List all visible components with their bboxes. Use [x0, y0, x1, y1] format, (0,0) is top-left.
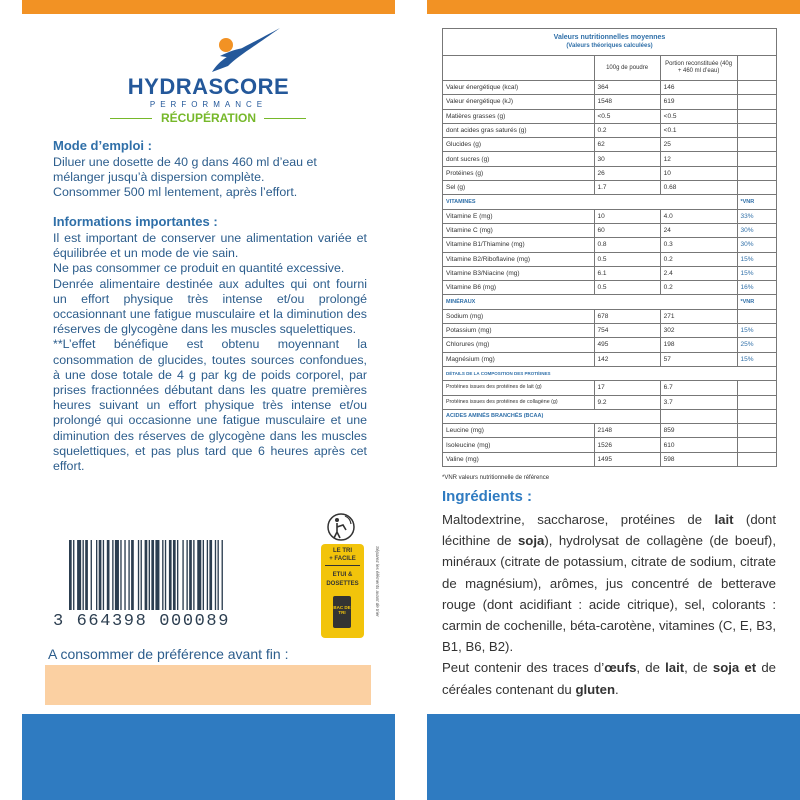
barcode-bar [207, 540, 208, 610]
barcode-bar [115, 540, 119, 610]
col-header-vnr [737, 56, 777, 81]
value-vnr [737, 109, 777, 123]
barcode-bar [85, 540, 88, 610]
empty-cell [660, 409, 737, 423]
barcode-bar [83, 540, 84, 610]
bcaa-section-row [443, 409, 777, 423]
value-vnr [737, 95, 777, 109]
traces-paragraph [442, 657, 776, 699]
allergen-soy: soja [517, 533, 545, 549]
row-label: Vitamine C (mg) [443, 223, 595, 237]
brand-logo [42, 22, 375, 130]
nutrition-row [443, 395, 777, 409]
bottom-blue-band [427, 714, 800, 800]
value-portion: 302 [660, 324, 737, 338]
value-portion: 0.3 [660, 238, 737, 252]
value-portion: 0.2 [660, 281, 737, 295]
tri-line3: ETUI & [332, 572, 353, 578]
barcode-bar [141, 540, 142, 610]
value-vnr: 30% [737, 223, 777, 237]
value-vnr [737, 309, 777, 323]
value-100g: 9.2 [594, 395, 660, 409]
row-label: Sodium (mg) [443, 309, 595, 323]
barcode-bar [112, 540, 113, 610]
nutrition-row [443, 109, 777, 123]
nutrition-row [443, 438, 777, 452]
proteins-section-row [443, 366, 777, 380]
value-100g: 754 [594, 324, 660, 338]
barcode-bar [203, 540, 204, 610]
row-label: Vitamine E (mg) [443, 209, 595, 223]
barcode-bar [91, 540, 92, 610]
nutrition-row [443, 81, 777, 95]
protein-rows [443, 381, 777, 410]
value-100g: 0.8 [594, 238, 660, 252]
nutrition-subtitle: (Valeurs théoriques calculées) [566, 43, 653, 49]
barcode-bars [69, 540, 285, 610]
usage-line: Consommer 500 ml lentement, après l’effort. [53, 185, 298, 200]
value-portion: 24 [660, 223, 737, 237]
ingr-text: (dont lécithine de [442, 512, 776, 549]
nutrition-row [443, 152, 777, 166]
barcode-bar [186, 540, 187, 610]
row-label: Valine (mg) [443, 452, 595, 466]
nutrition-row [443, 181, 777, 195]
tri-line4: DOSETTES [326, 581, 359, 587]
top-orange-strip [427, 0, 800, 14]
value-vnr [737, 424, 777, 438]
barcode-bar [131, 540, 134, 610]
value-vnr: 15% [737, 352, 777, 366]
ingr-text: , de [684, 660, 713, 676]
value-portion: 0.68 [660, 181, 737, 195]
vitamins-section-row [443, 195, 777, 209]
barcode-bar [69, 540, 72, 610]
value-vnr: 15% [737, 252, 777, 266]
nutrition-row [443, 95, 777, 109]
barcode-bar [103, 540, 104, 610]
barcode-bar [149, 540, 150, 610]
nutrition-row [443, 324, 777, 338]
divider-right [264, 118, 306, 119]
nutrition-row [443, 266, 777, 280]
row-label: Valeur énergétique (kcal) [443, 81, 595, 95]
value-vnr: 30% [737, 238, 777, 252]
value-100g: 62 [594, 138, 660, 152]
row-label: Leucine (mg) [443, 424, 595, 438]
product-name: RÉCUPÉRATION [160, 111, 257, 125]
row-label: Isoleucine (mg) [443, 438, 595, 452]
value-vnr: 16% [737, 281, 777, 295]
barcode-bar [193, 540, 194, 610]
value-100g: 17 [594, 381, 660, 395]
runner-swoosh-icon [192, 26, 282, 74]
value-vnr: 25% [737, 338, 777, 352]
row-label: Vitamine B6 (mg) [443, 281, 595, 295]
nutrition-table [442, 28, 777, 467]
barcode-bar [73, 540, 74, 610]
row-label: Magnésium (mg) [443, 352, 595, 366]
best-before-label: A consommer de préférence avant fin : [48, 646, 289, 662]
ingredients-text [442, 509, 776, 700]
vitamins-rows [443, 209, 777, 295]
value-vnr [737, 438, 777, 452]
value-100g: 495 [594, 338, 660, 352]
barcode-bar [177, 540, 178, 610]
nutrition-row [443, 352, 777, 366]
value-portion: 12 [660, 152, 737, 166]
allergen-eggs: œufs [604, 660, 637, 676]
row-label: dont sucres (g) [443, 152, 595, 166]
value-vnr: 33% [737, 209, 777, 223]
value-100g: 10 [594, 209, 660, 223]
allergen-gluten: gluten [575, 681, 615, 697]
col-header-100g: 100g de poudre [594, 56, 660, 81]
row-label: Chlorures (mg) [443, 338, 595, 352]
nutrition-row [443, 309, 777, 323]
nutrition-row [443, 138, 777, 152]
row-label: Glucides (g) [443, 138, 595, 152]
row-label: Potassium (mg) [443, 324, 595, 338]
tri-side-text: Séparez les éléments avant de trier [375, 546, 380, 617]
usage-text [53, 155, 367, 201]
info-paragraph: Denrée alimentaire destinée aux adultes qui ont fourni un effort physique très intense et/ou prolongé occasionnant une fatigue musculaire et la diminution des réserves de glycogène dans les muscles squelettiques. [53, 276, 367, 337]
value-vnr [737, 166, 777, 180]
minerals-section-row [443, 295, 777, 309]
info-paragraph: Ne pas consommer ce produit en quantité excessive. [53, 261, 345, 276]
barcode-bar [96, 540, 97, 610]
value-100g: 678 [594, 309, 660, 323]
value-portion: 4.0 [660, 209, 737, 223]
nutrition-row [443, 123, 777, 137]
value-100g: 0.5 [594, 281, 660, 295]
barcode-bar [151, 540, 154, 610]
nutrition-title: Valeurs nutritionnelles moyennes [553, 34, 666, 41]
nutrition-row [443, 238, 777, 252]
value-portion: 25 [660, 138, 737, 152]
vnr-header: *VNR [737, 195, 777, 209]
value-vnr [737, 81, 777, 95]
nutrition-row [443, 252, 777, 266]
value-vnr [737, 152, 777, 166]
value-portion: 57 [660, 352, 737, 366]
value-100g: 1.7 [594, 181, 660, 195]
value-vnr [737, 123, 777, 137]
barcode-bar [218, 540, 219, 610]
ingr-text: . [615, 681, 619, 697]
value-portion: 271 [660, 309, 737, 323]
nutrition-row [443, 452, 777, 466]
barcode-bar [138, 540, 139, 610]
value-portion: 859 [660, 424, 737, 438]
value-vnr [737, 138, 777, 152]
barcode-bar [128, 540, 129, 610]
column-header-row [443, 56, 777, 81]
value-100g: 0.5 [594, 252, 660, 266]
table-title-row [443, 29, 777, 56]
value-portion: 598 [660, 452, 737, 466]
barcode-bar [107, 540, 110, 610]
brand-tagline: PERFORMANCE [149, 100, 268, 109]
tri-line2: + FACILE [329, 556, 356, 562]
info-title: Informations importantes : [53, 214, 218, 229]
barcode-bar [77, 540, 81, 610]
value-portion: <0.1 [660, 123, 737, 137]
value-100g: 60 [594, 223, 660, 237]
bin-icon [333, 596, 351, 628]
value-vnr: 15% [737, 266, 777, 280]
ingredients-paragraph [442, 509, 776, 657]
row-label: Vitamine B1/Thiamine (mg) [443, 238, 595, 252]
allergen-milk: lait [665, 660, 685, 676]
row-label: Vitamine B2/Riboflavine (mg) [443, 252, 595, 266]
empty-header [443, 56, 595, 81]
value-portion: 2.4 [660, 266, 737, 280]
value-100g: 6.1 [594, 266, 660, 280]
row-label: Protéines (g) [443, 166, 595, 180]
barcode-bar [169, 540, 172, 610]
minerals-rows [443, 309, 777, 366]
energy-rows [443, 81, 777, 195]
barcode-bar [209, 540, 212, 610]
barcode-bar [120, 540, 121, 610]
value-portion: 6.7 [660, 381, 737, 395]
info-text [53, 231, 367, 474]
recycling-person-icon [326, 512, 356, 542]
allergen-milk: lait [714, 512, 734, 527]
col-header-portion: Portion reconstituée (40g + 460 ml d’eau) [660, 56, 737, 81]
value-portion: 0.2 [660, 252, 737, 266]
row-label: Protéines issues des protéines de lait (g) [443, 381, 595, 395]
nutrition-row [443, 424, 777, 438]
value-vnr [737, 181, 777, 195]
barcode-bar [155, 540, 159, 610]
ingr-text: Maltodextrine, saccharose, protéines de [442, 512, 715, 527]
value-100g: 2148 [594, 424, 660, 438]
info-paragraph: **L’effet bénéfique est obtenu moyennant la consommation de glucides, toutes sources confondues, à une dose totale de 4 g par kg de poids corporel, par prises fractionnées débutant dans les quatre premières heures suivant un effort physique très intense et/ou prolongé qui occasionne une fatigue musculaire et une diminution des réserves de glycogène dans les muscles squelettiques, et pas plus tard que 6 heures après cet effort. [53, 337, 367, 474]
barcode-bar [182, 540, 183, 610]
value-100g: 1495 [594, 452, 660, 466]
value-100g: 364 [594, 81, 660, 95]
value-portion: 610 [660, 438, 737, 452]
tri-divider [325, 565, 360, 566]
nutrition-row [443, 381, 777, 395]
barcode-bar [145, 540, 148, 610]
row-label: Sel (g) [443, 181, 595, 195]
vnr-footnote: *VNR valeurs nutritionnelle de référence [442, 475, 550, 481]
value-100g: <0.5 [594, 109, 660, 123]
value-100g: 30 [594, 152, 660, 166]
ingr-text: Peut contenir des traces d’ [442, 660, 605, 676]
value-vnr [737, 381, 777, 395]
value-100g: 142 [594, 352, 660, 366]
value-portion: 10 [660, 166, 737, 180]
value-vnr [737, 452, 777, 466]
minerals-label: MINÉRAUX [443, 295, 738, 309]
value-portion: <0.5 [660, 109, 737, 123]
row-label: Valeur énergétique (kJ) [443, 95, 595, 109]
tri-card [321, 544, 364, 638]
value-100g: 1548 [594, 95, 660, 109]
usage-line: Diluer une dosette de 40 g dans 460 ml d’eau et mélanger jusqu’à dispersion complète. [53, 155, 317, 185]
bcaa-label: ACIDES AMINÉS BRANCHÉS (BCAA) [443, 409, 661, 423]
value-vnr [737, 395, 777, 409]
barcode [53, 540, 285, 630]
barcode-bar [173, 540, 176, 610]
value-100g: 1526 [594, 438, 660, 452]
best-before-box [45, 665, 371, 705]
value-portion: 146 [660, 81, 737, 95]
table-title-cell [443, 29, 777, 56]
top-orange-strip [22, 0, 395, 14]
ingr-text: , de [636, 660, 666, 676]
nutrition-row [443, 166, 777, 180]
value-portion: 198 [660, 338, 737, 352]
tri-logo [300, 512, 380, 642]
barcode-bar [165, 540, 166, 610]
barcode-bar [124, 540, 125, 610]
nutrition-row [443, 281, 777, 295]
brand-name: HYDRASCORE [127, 74, 290, 99]
barcode-bar [215, 540, 216, 610]
bin-label: BAC DE TRI [333, 605, 351, 615]
value-100g: 26 [594, 166, 660, 180]
tri-side-text-wrap [372, 546, 382, 636]
barcode-bar [197, 540, 201, 610]
value-portion: 3.7 [660, 395, 737, 409]
barcode-bar [99, 540, 102, 610]
value-vnr: 15% [737, 324, 777, 338]
vnr-header: *VNR [737, 295, 777, 309]
info-paragraph: Il est important de conserver une alimentation variée et équilibrée et un mode de vie sain. [53, 231, 367, 261]
empty-cell [737, 409, 777, 423]
usage-title: Mode d’emploi : [53, 138, 152, 153]
row-label: Protéines issues des protéines de collagène (g) [443, 395, 595, 409]
ingr-text: de céréales contenant du [442, 660, 776, 697]
ingr-text: ), hydrolysat de collagène (de boeuf), minéraux (citrate de potassium, citrate de sodium, citrate de magnésium), arômes, jus concentré de betterave rouge (dont acidifiant : acide citrique), sel, colorants : carmin de cochenille, béta-carotène, vitamines (C, E, B3, B1, B6, B2). [442, 533, 776, 655]
barcode-bar [162, 540, 163, 610]
row-label: Matières grasses (g) [443, 109, 595, 123]
value-100g: 0.2 [594, 123, 660, 137]
right-panel [427, 0, 800, 800]
nutrition-row [443, 223, 777, 237]
tri-line1: LE TRI [333, 548, 352, 554]
nutrition-row [443, 338, 777, 352]
allergen-soy: soja et [712, 660, 757, 676]
barcode-number: 3 664398 000089 [53, 612, 231, 631]
row-label: Vitamine B3/Niacine (mg) [443, 266, 595, 280]
nutrition-row [443, 209, 777, 223]
barcode-bar [222, 540, 223, 610]
barcode-bar [189, 540, 192, 610]
vitamins-label: VITAMINES [443, 195, 738, 209]
ingredients-title: Ingrédients : [442, 488, 533, 505]
left-panel [22, 0, 395, 800]
bottom-blue-band [22, 714, 395, 800]
proteins-label: DÉTAILS DE LA COMPOSITION DES PROTÉINES [443, 366, 777, 380]
row-label: dont acides gras saturés (g) [443, 123, 595, 137]
bcaa-rows [443, 424, 777, 467]
value-portion: 619 [660, 95, 737, 109]
